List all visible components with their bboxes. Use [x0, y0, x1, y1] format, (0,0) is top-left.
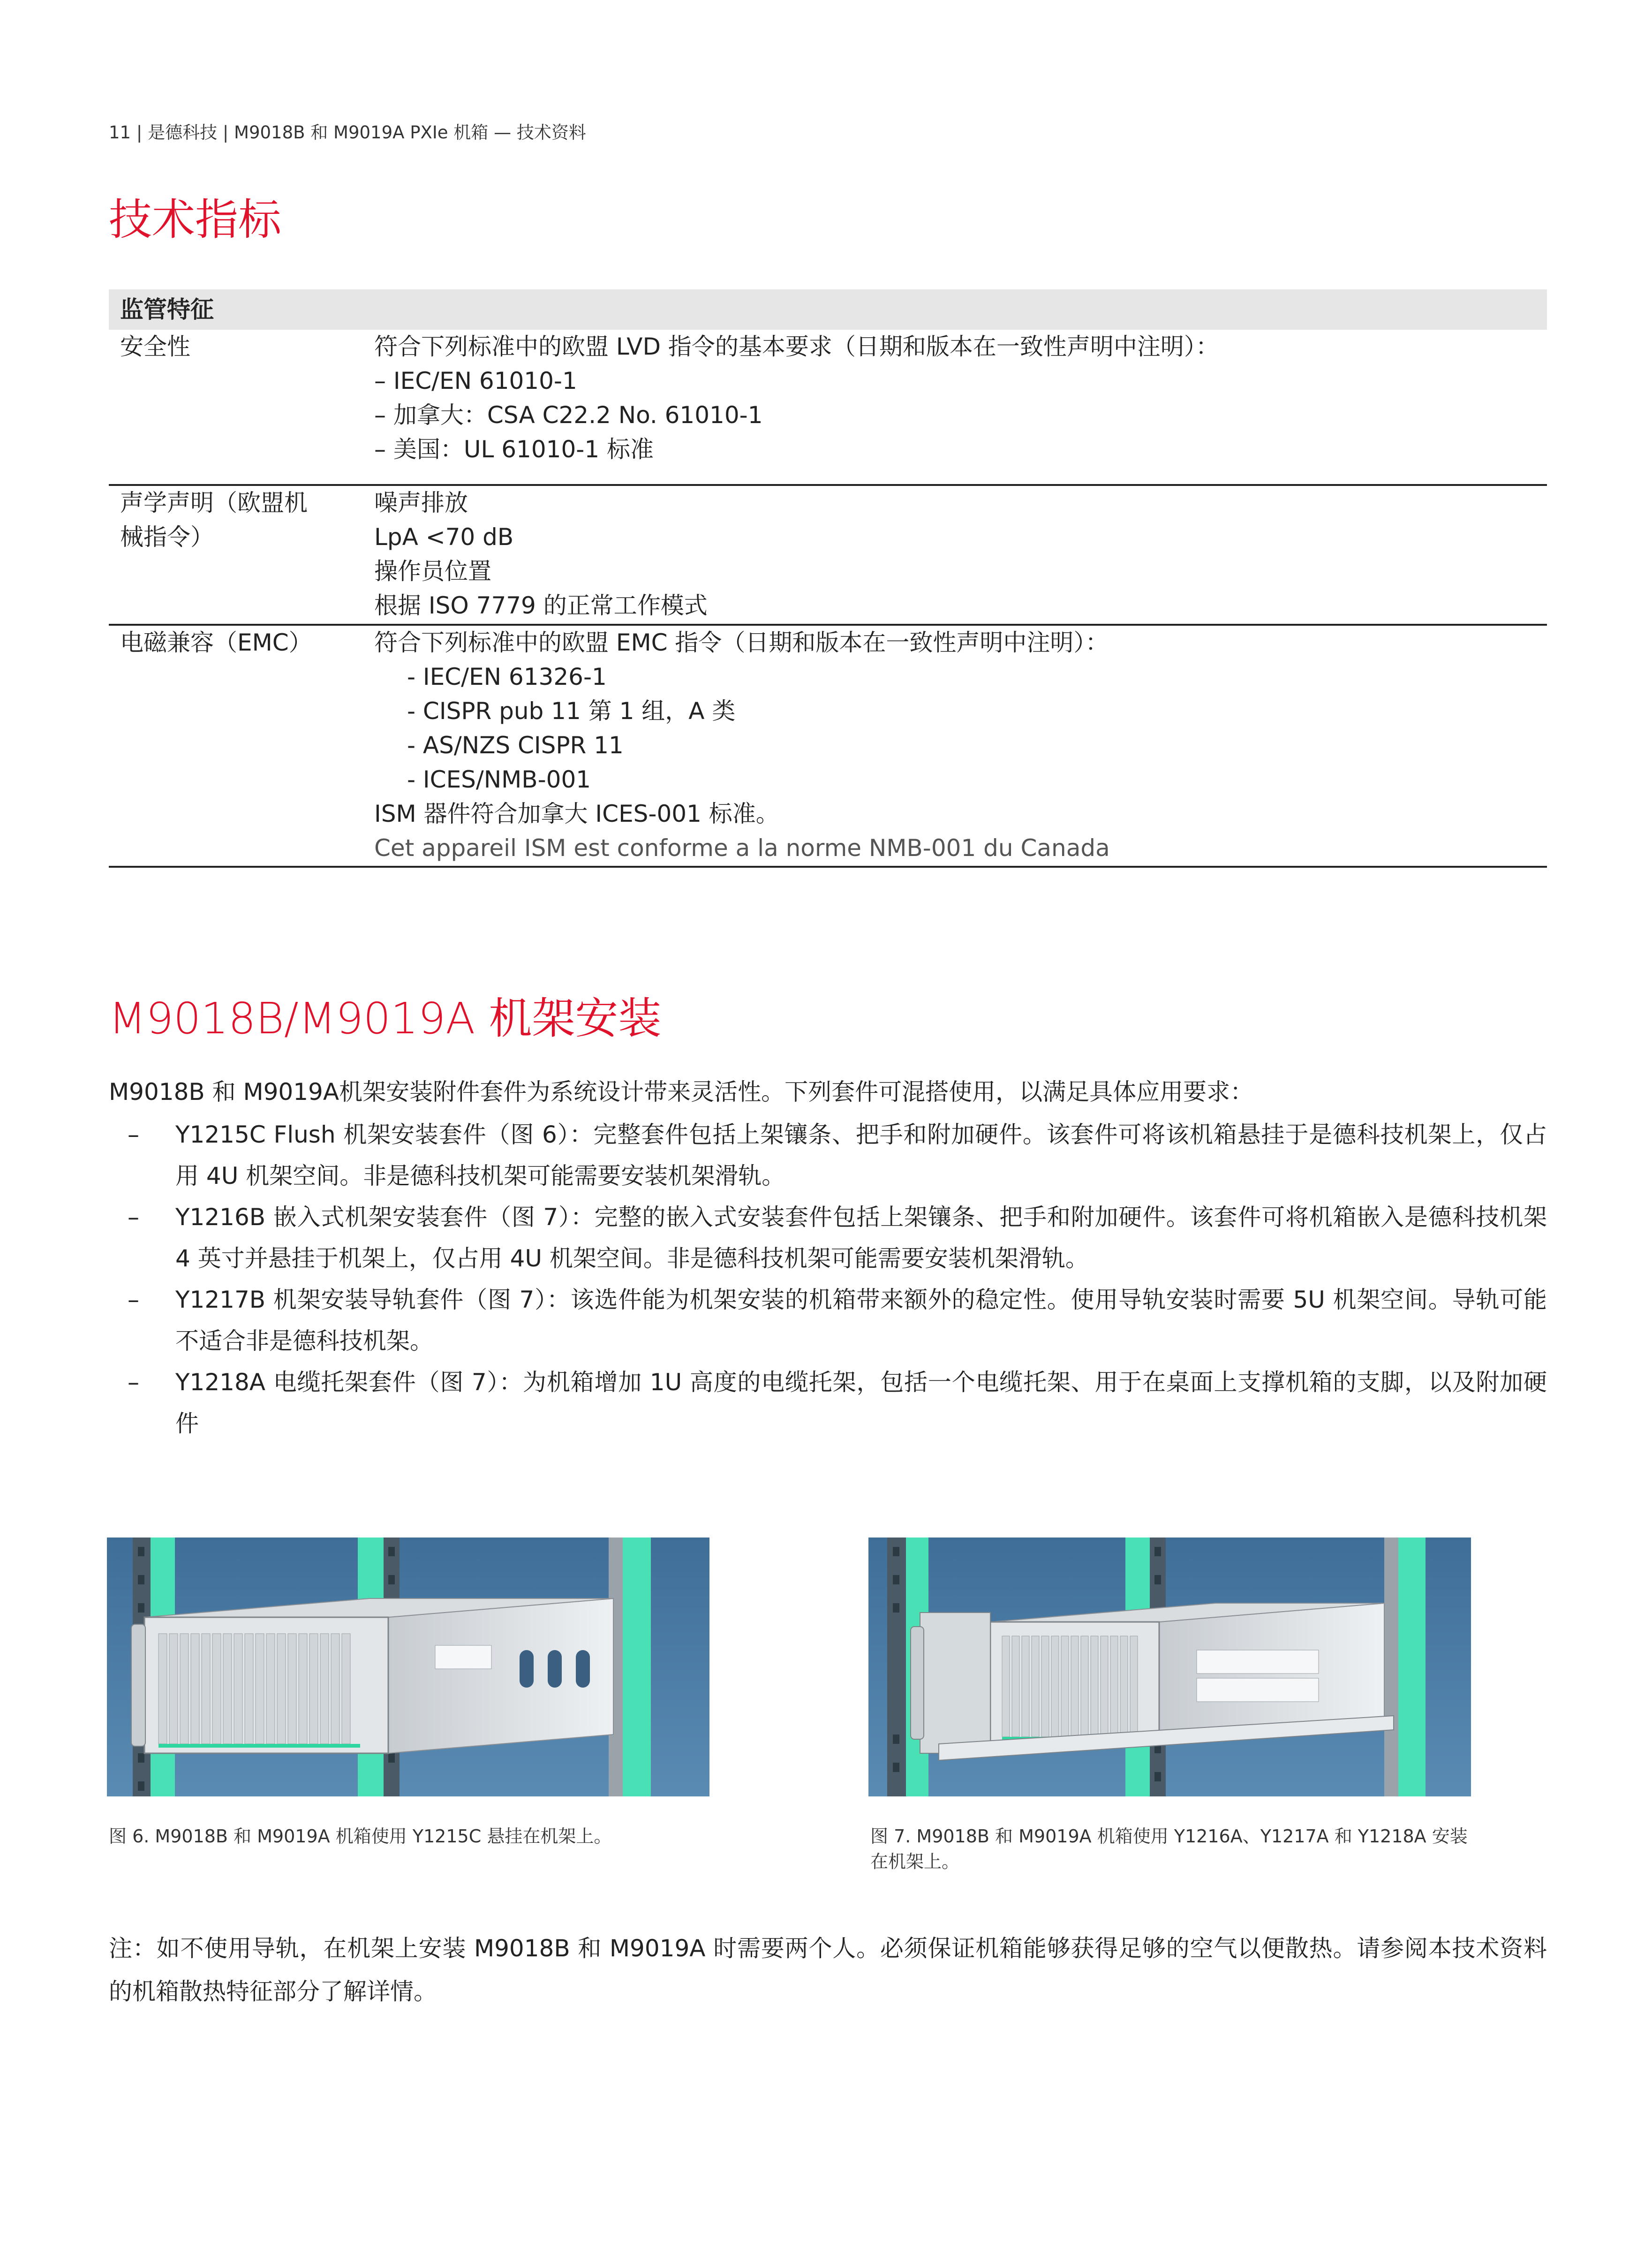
- row-line: - AS/NZS CISPR 11: [407, 732, 624, 759]
- row-content: [374, 626, 1110, 865]
- table-row-emc: [109, 626, 1547, 868]
- list-item-text: Y1218A 电缆托架套件（图 7）：为机箱增加 1U 高度的电缆托架，包括一个电缆托架、用于在桌面上支撑机箱的支脚，以及附加硬件: [175, 1369, 1547, 1437]
- row-line: – IEC/EN 61010-1: [374, 367, 577, 394]
- row-line: 符合下列标准中的欧盟 EMC 指令（日期和版本在一致性声明中注明）：: [374, 629, 1109, 656]
- figure-6-image: [107, 1538, 709, 1796]
- row-line: 根据 ISO 7779 的正常工作模式: [374, 592, 708, 619]
- installation-note: 注：如不使用导轨，在机架上安装 M9018B 和 M9019A 时需要两个人。必须保证机箱能够获得足够的空气以便散热。请参阅本技术资料的机箱散热特征部分了解详情。: [109, 1935, 1547, 2005]
- table-row-acoustic: [109, 486, 1547, 626]
- bullet-dash: –: [128, 1121, 139, 1148]
- list-item: [109, 1362, 1547, 1444]
- rack-section-title: M9018B/M9019A 机架安装: [109, 993, 662, 1044]
- row-line: LpA <70 dB: [374, 523, 514, 551]
- table-row-safety: [109, 330, 1547, 486]
- row-label: 安全性: [120, 333, 190, 360]
- list-item: [109, 1279, 1547, 1362]
- row-label: 电磁兼容（EMC）: [120, 629, 312, 656]
- row-line: – 加拿大：CSA C22.2 No. 61010-1: [374, 401, 763, 429]
- row-line: Cet appareil ISM est conforme a la norme NMB-001 du Canada: [374, 834, 1110, 862]
- figure-6-caption: 图 6. M9018B 和 M9019A 机箱使用 Y1215C 悬挂在机架上。: [109, 1826, 612, 1847]
- row-label: 声学声明（欧盟机械指令）: [120, 489, 308, 551]
- row-line: 符合下列标准中的欧盟 LVD 指令的基本要求（日期和版本在一致性声明中注明）：: [374, 333, 1219, 360]
- row-line: - IEC/EN 61326-1: [407, 663, 607, 690]
- kit-list: [109, 1114, 1547, 1444]
- rack-intro: M9018B 和 M9019A机架安装附件套件为系统设计带来灵活性。下列套件可混搭使用，以满足具体应用要求：: [109, 1078, 1254, 1106]
- list-item: [109, 1197, 1547, 1279]
- specs-section-title: 技术指标: [109, 195, 282, 245]
- row-line: - CISPR pub 11 第 1 组，A 类: [407, 697, 736, 725]
- list-item-text: Y1217B 机架安装导轨套件（图 7）：该选件能为机架安装的机箱带来额外的稳定性。使用导轨安装时需要 5U 机架空间。导轨可能不适合非是德科技机架。: [175, 1286, 1547, 1355]
- list-item-text: Y1216B 嵌入式机架安装套件（图 7）：完整的嵌入式安装套件包括上架镶条、把手和附加硬件。该套件可将机箱嵌入是德科技机架 4 英寸并悬挂于机架上，仅占用 4U 机架空间。非是德科技机架可能需要安装机架滑轨。: [175, 1204, 1547, 1272]
- row-line: - ICES/NMB-001: [407, 766, 591, 793]
- table-heading: 监管特征: [109, 289, 1547, 330]
- figure-7-caption: 图 7. M9018B 和 M9019A 机箱使用 Y1216A、Y1217A 和 Y1218A 安装在机架上。: [870, 1826, 1468, 1872]
- row-line: 噪声排放: [374, 489, 468, 516]
- row-content: [374, 330, 1219, 467]
- page-header: 11 | 是德科技 | M9018B 和 M9019A PXIe 机箱 — 技术资料: [109, 122, 586, 143]
- figure-7-image: [868, 1538, 1471, 1796]
- bullet-dash: –: [128, 1369, 139, 1396]
- row-line: ISM 器件符合加拿大 ICES-001 标准。: [374, 800, 779, 827]
- regulatory-table: [109, 289, 1547, 868]
- row-line: – 美国：UL 61010-1 标准: [374, 436, 654, 463]
- list-item: [109, 1114, 1547, 1197]
- list-item-text: Y1215C Flush 机架安装套件（图 6）：完整套件包括上架镶条、把手和附加硬件。该套件可将该机箱悬挂于是德科技机架上，仅占用 4U 机架空间。非是德科技机架可能需要安装机架滑轨。: [175, 1121, 1547, 1189]
- bullet-dash: –: [128, 1204, 139, 1231]
- row-line: 操作员位置: [374, 558, 491, 585]
- bullet-dash: –: [128, 1286, 139, 1313]
- row-content: [374, 486, 708, 623]
